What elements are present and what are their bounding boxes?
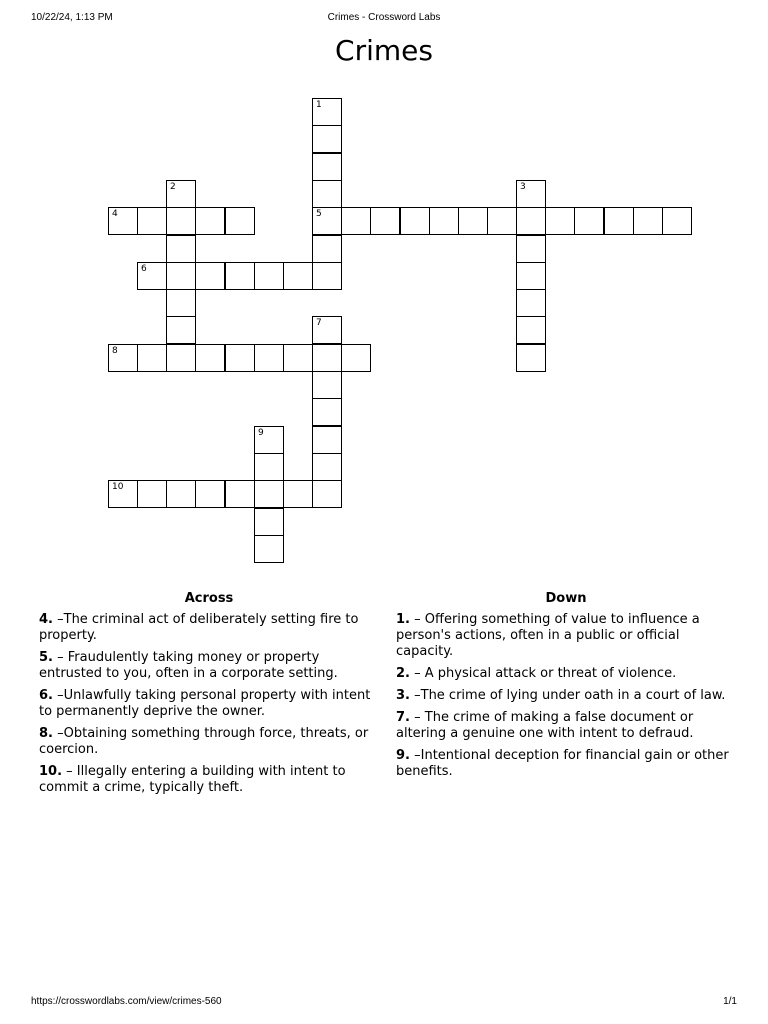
grid-cell[interactable] <box>312 316 342 344</box>
grid-cell[interactable] <box>108 480 138 508</box>
clue-down-1 <box>396 612 736 660</box>
cell-number: 3 <box>520 182 526 192</box>
clue-down-3 <box>396 688 736 704</box>
grid-cell[interactable] <box>312 235 342 263</box>
clue-number: 4. <box>39 612 53 627</box>
clue-text: –The crime of lying under oath in a court of law. <box>414 688 726 703</box>
grid-cell[interactable] <box>400 207 430 235</box>
grid-cell[interactable] <box>516 316 546 344</box>
across-heading: Across <box>184 591 234 606</box>
grid-cell[interactable] <box>166 235 196 263</box>
grid-cell[interactable] <box>108 344 138 372</box>
grid-cell[interactable] <box>166 316 196 344</box>
cell-number: 7 <box>316 318 322 328</box>
grid-cell[interactable] <box>166 262 196 290</box>
across-clues <box>39 591 379 802</box>
grid-cell[interactable] <box>458 207 488 235</box>
grid-cell[interactable] <box>429 207 459 235</box>
grid-cell[interactable] <box>312 426 342 454</box>
clue-text: –Intentional deception for financial gain or other benefits. <box>396 748 729 779</box>
grid-cell[interactable] <box>225 262 255 290</box>
grid-cell[interactable] <box>254 453 284 481</box>
grid-cell[interactable] <box>137 262 167 290</box>
cell-number: 6 <box>141 264 147 274</box>
clue-text: – A physical attack or threat of violence. <box>414 666 677 681</box>
grid-cell[interactable] <box>516 235 546 263</box>
clue-down-2 <box>396 666 736 682</box>
grid-cell[interactable] <box>574 207 604 235</box>
clue-across-4 <box>39 612 379 644</box>
clue-across-5 <box>39 650 379 682</box>
grid-cell[interactable] <box>545 207 575 235</box>
puzzle-title: Crimes <box>335 34 433 67</box>
grid-cell[interactable] <box>137 344 167 372</box>
clue-across-10 <box>39 764 379 796</box>
grid-cell[interactable] <box>283 344 313 372</box>
grid-cell[interactable] <box>225 344 255 372</box>
down-clues <box>396 591 736 786</box>
clue-number: 2. <box>396 666 410 681</box>
clue-number: 7. <box>396 710 410 725</box>
grid-cell[interactable] <box>137 207 167 235</box>
clue-text: –Unlawfully taking personal property with intent to permanently deprive the owner. <box>39 688 371 719</box>
grid-cell[interactable] <box>312 180 342 208</box>
grid-cell[interactable] <box>312 207 342 235</box>
clue-number: 9. <box>396 748 410 763</box>
cell-number: 4 <box>112 209 118 219</box>
grid-cell[interactable] <box>108 207 138 235</box>
grid-cell[interactable] <box>341 344 371 372</box>
grid-cell[interactable] <box>195 262 225 290</box>
clue-number: 5. <box>39 650 53 665</box>
grid-cell[interactable] <box>312 453 342 481</box>
grid-cell[interactable] <box>254 344 284 372</box>
grid-cell[interactable] <box>662 207 692 235</box>
grid-cell[interactable] <box>254 480 284 508</box>
grid-cell[interactable] <box>487 207 517 235</box>
grid-cell[interactable] <box>137 480 167 508</box>
grid-cell[interactable] <box>283 480 313 508</box>
grid-cell[interactable] <box>312 398 342 426</box>
grid-cell[interactable] <box>254 426 284 454</box>
grid-cell[interactable] <box>195 344 225 372</box>
clue-number: 10. <box>39 764 63 779</box>
print-page-count: 1/1 <box>723 996 737 1007</box>
cell-number: 10 <box>112 482 124 492</box>
clue-down-7 <box>396 710 736 742</box>
grid-cell[interactable] <box>516 344 546 372</box>
grid-cell[interactable] <box>312 125 342 153</box>
cell-number: 8 <box>112 346 118 356</box>
cell-number: 9 <box>258 428 264 438</box>
clue-text: – Illegally entering a building with intent to commit a crime, typically theft. <box>39 764 346 795</box>
grid-cell[interactable] <box>341 207 371 235</box>
grid-cell[interactable] <box>166 180 196 208</box>
grid-cell[interactable] <box>516 207 546 235</box>
grid-cell[interactable] <box>516 289 546 317</box>
print-page-title: Crimes - Crossword Labs <box>327 12 441 23</box>
print-url: https://crosswordlabs.com/view/crimes-560 <box>31 996 222 1007</box>
cell-number: 2 <box>170 182 176 192</box>
grid-cell[interactable] <box>195 207 225 235</box>
clue-text: – Fraudulently taking money or property entrusted to you, often in a corporate setting. <box>39 650 338 681</box>
grid-cell[interactable] <box>633 207 663 235</box>
grid-cell[interactable] <box>195 480 225 508</box>
grid-cell[interactable] <box>166 480 196 508</box>
grid-cell[interactable] <box>370 207 400 235</box>
clue-across-8 <box>39 726 379 758</box>
grid-cell[interactable] <box>312 153 342 181</box>
grid-cell[interactable] <box>166 207 196 235</box>
grid-cell[interactable] <box>312 344 342 372</box>
grid-cell[interactable] <box>312 371 342 399</box>
clue-number: 8. <box>39 726 53 741</box>
cell-number: 1 <box>316 100 322 110</box>
clue-text: –Obtaining something through force, threats, or coercion. <box>39 726 369 757</box>
grid-cell[interactable] <box>312 98 342 126</box>
grid-cell[interactable] <box>312 262 342 290</box>
clue-text: – The crime of making a false document or altering a genuine one with intent to defraud. <box>396 710 694 741</box>
grid-cell[interactable] <box>225 207 255 235</box>
print-datetime: 10/22/24, 1:13 PM <box>31 12 113 23</box>
grid-cell[interactable] <box>604 207 634 235</box>
grid-cell[interactable] <box>254 535 284 563</box>
clue-number: 3. <box>396 688 410 703</box>
grid-cell[interactable] <box>166 344 196 372</box>
grid-cell[interactable] <box>283 262 313 290</box>
clue-down-9 <box>396 748 736 780</box>
clue-number: 6. <box>39 688 53 703</box>
cell-number: 5 <box>316 209 322 219</box>
down-heading: Down <box>545 591 587 606</box>
grid-cell[interactable] <box>254 508 284 536</box>
grid-cell[interactable] <box>225 480 255 508</box>
clue-across-6 <box>39 688 379 720</box>
grid-cell[interactable] <box>166 289 196 317</box>
clue-text: – Offering something of value to influence a person's actions, often in a public or official capacity. <box>396 612 700 659</box>
grid-cell[interactable] <box>516 262 546 290</box>
clue-text: –The criminal act of deliberately setting fire to property. <box>39 612 359 643</box>
clue-number: 1. <box>396 612 410 627</box>
grid-cell[interactable] <box>312 480 342 508</box>
grid-cell[interactable] <box>254 262 284 290</box>
grid-cell[interactable] <box>516 180 546 208</box>
